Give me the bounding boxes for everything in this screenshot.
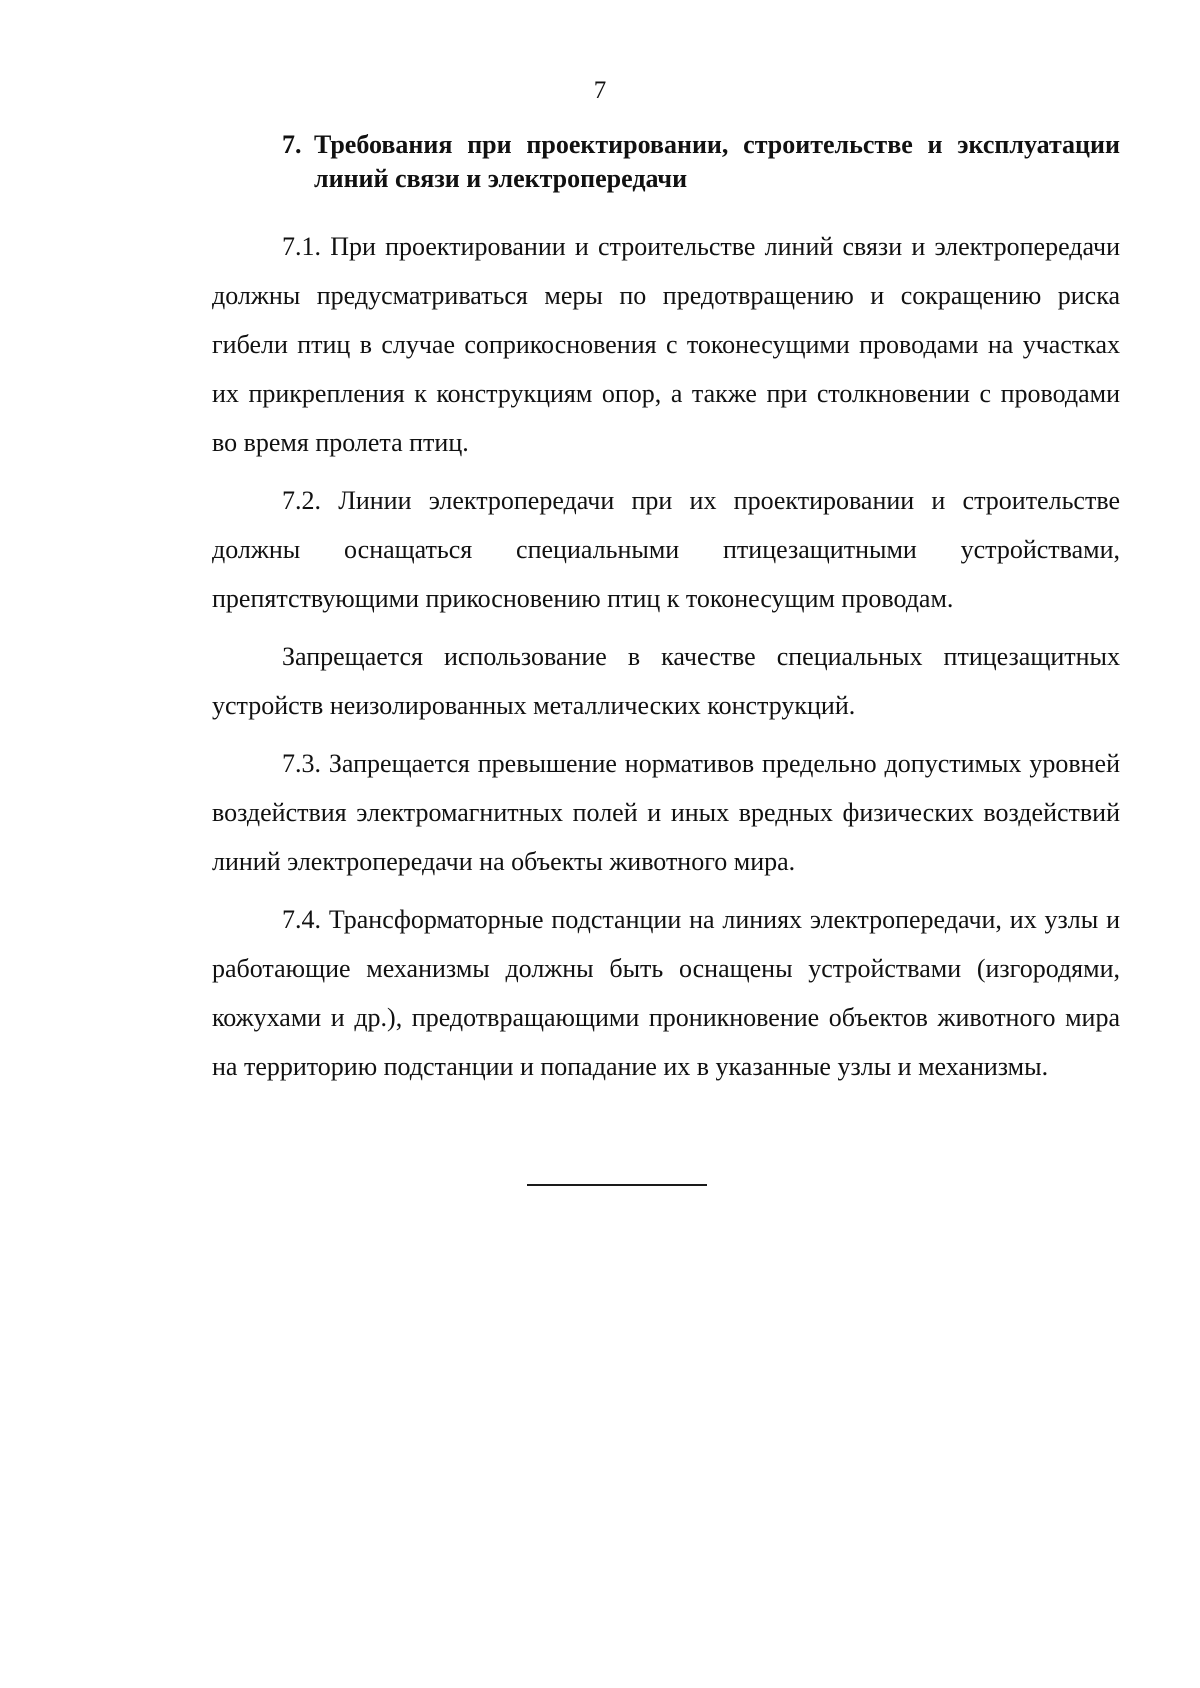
paragraph-7-4: 7.4. Трансформаторные подстанции на линиях электропередачи, их узлы и работающие механизмы должны быть оснащены устройствами (изгородями, кожухами и др.), предотвращающими проникновение объектов животного мира на территорию подстанции и попадание их в указанные узлы и механизмы.: [212, 905, 1120, 1081]
paragraph-7-3: 7.3. Запрещается превышение нормативов предельно допустимых уровней воздействия электромагнитных полей и иных вредных физических воздействий линий электропередачи на объекты животного мира.: [212, 749, 1120, 876]
page-number: 7: [593, 77, 607, 104]
end-rule: [527, 1184, 707, 1186]
section-heading: [282, 128, 1120, 196]
paragraph-7-1: 7.1. При проектировании и строительстве линий связи и электропередачи должны предусматриваться меры по предотвращению и сокращению риска гибели птиц в случае соприкосновения с токонесущими проводами на участках их прикрепления к конструкциям опор, а также при столкновении с проводами во время пролета птиц.: [212, 232, 1120, 457]
section-title: Требования при проектировании, строительстве и эксплуатации линий связи и электропередачи: [314, 130, 1120, 193]
section-number: 7.: [282, 130, 302, 159]
document-body: [212, 128, 1120, 1100]
paragraph-prohibition: Запрещается использование в качестве специальных птицезащитных устройств неизолированных металлических конструкций.: [212, 642, 1120, 720]
paragraph-7-2: 7.2. Линии электропередачи при их проектировании и строительстве должны оснащаться специальными птицезащитными устройствами, препятствующими прикосновению птиц к токонесущим проводам.: [212, 486, 1120, 613]
